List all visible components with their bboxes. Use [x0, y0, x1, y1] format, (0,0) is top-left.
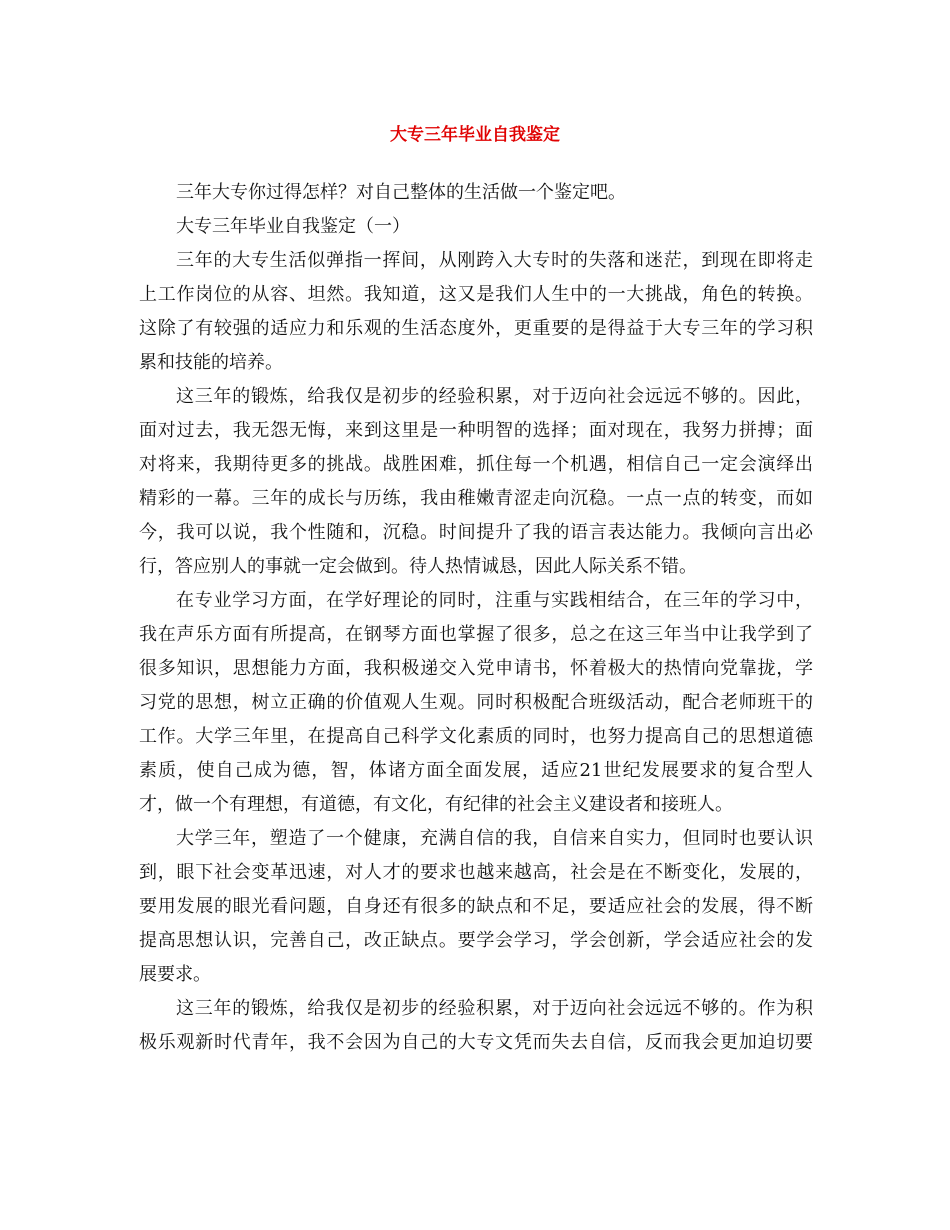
text-line: 三年大专你过得怎样？对自己整体的生活做一个鉴定吧。 — [176, 182, 626, 203]
text-line: 行，答应别人的事就一定会做到。待人热情诚恳，因此人际关系不错。 — [139, 556, 697, 577]
text-line: 素质，使自己成为德，智，体诸方面全面发展，适应21世纪发展要求的复合型人 — [139, 760, 813, 781]
text-line: 展要求。 — [139, 964, 211, 985]
text-line: 很多知识，思想能力方面，我积极递交入党申请书，怀着极大的热情向党靠拢，学 — [139, 658, 813, 679]
text-line: 今，我可以说，我个性随和，沉稳。时间提升了我的语言表达能力。我倾向言出必 — [139, 522, 813, 543]
text-line: 工作。大学三年里，在提高自己科学文化素质的同时，也努力提高自己的思想道德 — [139, 726, 813, 747]
text-line: 累和技能的培养。 — [139, 352, 283, 373]
text-line: 这除了有较强的适应力和乐观的生活态度外，更重要的是得益于大专三年的学习积 — [139, 318, 813, 339]
text-line: 提高思想认识，完善自己，改正缺点。要学会学习，学会创新，学会适应社会的发 — [139, 930, 813, 951]
text-line: 大学三年，塑造了一个健康，充满自信的我，自信来自实力，但同时也要认识 — [176, 828, 813, 849]
text-line: 对将来，我期待更多的挑战。战胜困难，抓住每一个机遇，相信自己一定会演绎出 — [139, 454, 813, 475]
document-title: 大专三年毕业自我鉴定 — [390, 125, 560, 145]
text-line: 这三年的锻炼，给我仅是初步的经验积累，对于迈向社会远远不够的。作为积 — [176, 998, 813, 1019]
text-line: 习党的思想，树立正确的价值观人生观。同时积极配合班级活动，配合老师班干的 — [139, 692, 813, 713]
text-line: 精彩的一幕。三年的成长与历练，我由稚嫩青涩走向沉稳。一点一点的转变，而如 — [139, 488, 813, 509]
text-line: 大专三年毕业自我鉴定（一） — [176, 216, 410, 237]
text-line: 在专业学习方面，在学好理论的同时，注重与实践相结合，在三年的学习中， — [176, 590, 813, 611]
text-line: 极乐观新时代青年，我不会因为自己的大专文凭而失去自信，反而我会更加迫切要 — [139, 1032, 813, 1053]
text-line: 上工作岗位的从容、坦然。我知道，这又是我们人生中的一大挑战，角色的转换。 — [139, 284, 813, 305]
text-line: 要用发展的眼光看问题，自身还有很多的缺点和不足，要适应社会的发展，得不断 — [139, 896, 813, 917]
text-line: 才，做一个有理想，有道德，有文化，有纪律的社会主义建设者和接班人。 — [139, 794, 733, 815]
text-line: 面对过去，我无怨无悔，来到这里是一种明智的选择；面对现在，我努力拼搏；面 — [139, 420, 813, 441]
text-line: 这三年的锻炼，给我仅是初步的经验积累，对于迈向社会远远不够的。因此， — [176, 386, 813, 407]
text-line: 到，眼下社会变革迅速，对人才的要求也越来越高，社会是在不断变化，发展的， — [139, 862, 813, 883]
text-line: 我在声乐方面有所提高，在钢琴方面也掌握了很多，总之在这三年当中让我学到了 — [139, 624, 813, 645]
document-body — [139, 176, 813, 1060]
text-line: 三年的大专生活似弹指一挥间，从刚跨入大专时的失落和迷茫，到现在即将走 — [176, 250, 813, 271]
